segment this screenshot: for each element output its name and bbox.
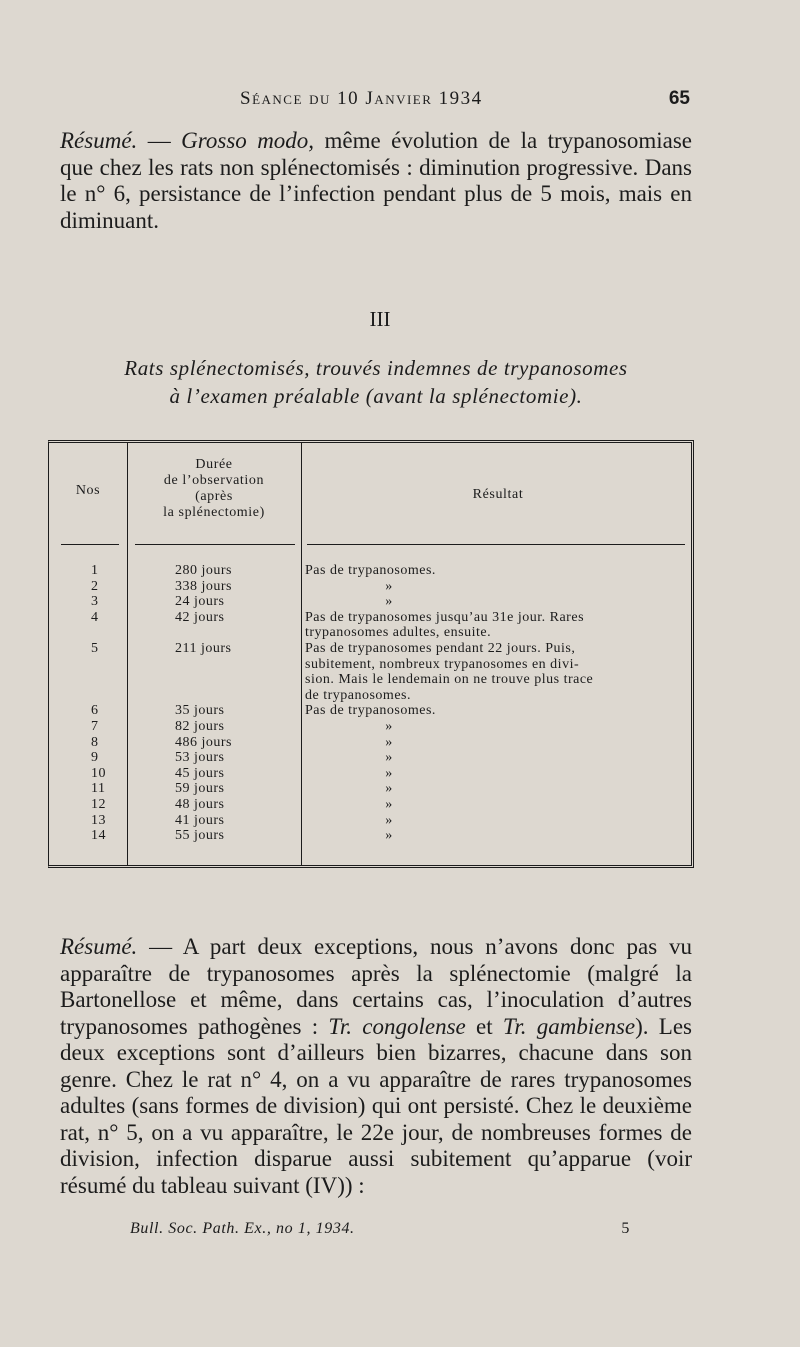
ditto-mark: » — [385, 796, 393, 812]
table-row — [49, 828, 695, 844]
row-number: 11 — [91, 781, 106, 797]
row-resultat — [301, 641, 695, 703]
row-duree: 338 jours — [175, 578, 232, 594]
row-resultat — [301, 594, 695, 610]
row-duree: 55 jours — [175, 828, 225, 844]
species-name: Tr. congolense — [328, 1013, 466, 1039]
species-name: Tr. gambiense — [502, 1013, 636, 1039]
row-number: 8 — [91, 734, 99, 750]
header-duree-line: de l’observation — [163, 473, 265, 488]
header-duree — [127, 457, 301, 521]
ditto-mark: » — [385, 718, 393, 734]
header-duree-line: la splénectomie) — [163, 505, 265, 520]
table-body — [49, 563, 695, 844]
row-resultat — [301, 610, 695, 641]
row-number: 10 — [91, 765, 106, 781]
row-number: 6 — [91, 703, 99, 719]
row-number: 3 — [91, 594, 99, 610]
table-row — [49, 813, 695, 829]
header-duree-line: Durée — [195, 457, 233, 472]
page-footer — [130, 1220, 630, 1244]
row-duree: 42 jours — [175, 609, 225, 625]
row-number: 4 — [91, 609, 99, 625]
row-resultat — [301, 719, 695, 735]
row-number: 5 — [91, 640, 99, 656]
summary-paragraph-2 — [60, 934, 692, 1199]
row-duree: 48 jours — [175, 796, 225, 812]
row-number: 9 — [91, 750, 99, 766]
section-title-line-2: à l’examen préalable (avant la splénectomie). — [169, 384, 583, 408]
journal-citation: Bull. Soc. Path. Ex., no 1, 1934. — [130, 1220, 355, 1237]
summary-paragraph-1 — [60, 128, 692, 234]
summary-text-c: ). Les deux exceptions sont d’ailleurs bien bizarres, chacune dans son genre. Chez le rat n° 4, on a vu apparaître de rares trypanosomes adultes (sans formes de division) qui ont persisté. Chez le deuxième rat, n° 5, on a vu apparaître, le 22e jour, de nombreuses formes de division, infection disparue aussi subitement qu’apparue (voir résumé du tableau suivant (IV)) : — [60, 1013, 693, 1198]
result-line: Pas de trypanosomes. — [305, 703, 436, 719]
section-title-line-1: Rats splénectomisés, trouvés indemnes de trypanosomes — [124, 356, 628, 380]
row-resultat — [301, 797, 695, 813]
header-rule — [307, 544, 685, 545]
header-rule — [61, 544, 119, 545]
ditto-mark: » — [385, 828, 393, 844]
row-duree: 82 jours — [175, 718, 225, 734]
row-duree: 59 jours — [175, 781, 225, 797]
signature-mark: 5 — [621, 1220, 630, 1237]
summary-text-a: — A part deux exceptions, nous n’avons donc pas vu apparaître de trypanosomes après la splénectomie (malgré la Bartonellose et même, dans certains cas, l’inoculation d’autres trypanosomes pathogènes : — [60, 934, 692, 1039]
summary-lead-italic: Grosso modo, — [181, 128, 315, 153]
row-duree: 24 jours — [175, 594, 225, 610]
row-duree: 41 jours — [175, 812, 225, 828]
table-row — [49, 735, 695, 751]
row-resultat — [301, 766, 695, 782]
ditto-mark: » — [385, 734, 393, 750]
table-row — [49, 750, 695, 766]
ditto-mark: » — [385, 750, 393, 766]
row-number: 13 — [91, 812, 106, 828]
row-resultat — [301, 735, 695, 751]
table-row — [49, 766, 695, 782]
row-duree: 280 jours — [175, 563, 232, 578]
row-resultat — [301, 750, 695, 766]
row-number: 14 — [91, 828, 106, 844]
row-duree: 45 jours — [175, 765, 225, 781]
ditto-mark: » — [385, 781, 393, 797]
ditto-mark: » — [385, 765, 393, 781]
header-resultat: Résultat — [472, 487, 524, 502]
result-line: Pas de trypanosomes pendant 22 jours. Puis, — [305, 640, 576, 656]
table-row — [49, 594, 695, 610]
summary-label: Résumé. — [60, 128, 138, 153]
summary-text: même évolution de la trypanosomiase que chez les rats non splénectomisés : diminution progressive. Dans le n° 6, persistance de l’infection pendant plus de 5 mois, mais en diminuant. — [60, 128, 692, 233]
table-row — [49, 781, 695, 797]
header-rule — [135, 544, 295, 545]
table-row — [49, 610, 695, 641]
running-title: Séance du 10 Janvier 1934 — [240, 88, 483, 109]
row-duree: 486 jours — [175, 734, 232, 750]
result-line: Pas de trypanosomes jusqu’au 31e jour. Rares — [305, 609, 585, 625]
table-row — [49, 719, 695, 735]
section-title — [60, 354, 692, 410]
result-line: sion. Mais le lendemain on ne trouve plus trace — [305, 672, 594, 688]
row-resultat — [301, 703, 695, 719]
header-no: Nos — [75, 483, 101, 498]
ditto-mark: » — [385, 812, 393, 828]
result-line: subitement, nombreux trypanosomes en divi- — [305, 656, 580, 672]
summary-dash: — — [137, 128, 182, 153]
running-head — [60, 88, 690, 114]
row-number: 12 — [91, 796, 106, 812]
row-resultat — [301, 813, 695, 829]
ditto-mark: » — [385, 594, 393, 610]
result-line: trypanosomes adultes, ensuite. — [305, 625, 492, 641]
row-resultat — [301, 563, 695, 579]
section-number: III — [369, 307, 391, 331]
row-number: 2 — [91, 578, 99, 594]
results-table — [48, 440, 694, 868]
row-resultat — [301, 579, 695, 595]
table-row — [49, 641, 695, 703]
table-row — [49, 703, 695, 719]
row-resultat — [301, 828, 695, 844]
summary-text-b: et — [465, 1013, 503, 1039]
row-resultat — [301, 781, 695, 797]
row-number: 1 — [91, 563, 99, 578]
result-line: de trypanosomes. — [305, 687, 411, 703]
summary-label: Résumé. — [60, 934, 138, 959]
row-duree: 211 jours — [175, 640, 232, 656]
row-duree: 35 jours — [175, 703, 225, 719]
table-row — [49, 797, 695, 813]
row-number: 7 — [91, 718, 99, 734]
row-duree: 53 jours — [175, 750, 225, 766]
page-number: 65 — [668, 88, 690, 109]
result-line: Pas de trypanosomes. — [305, 563, 436, 578]
header-duree-line: (après — [195, 489, 233, 504]
table-row — [49, 579, 695, 595]
ditto-mark: » — [385, 578, 393, 594]
table-row — [49, 563, 695, 579]
